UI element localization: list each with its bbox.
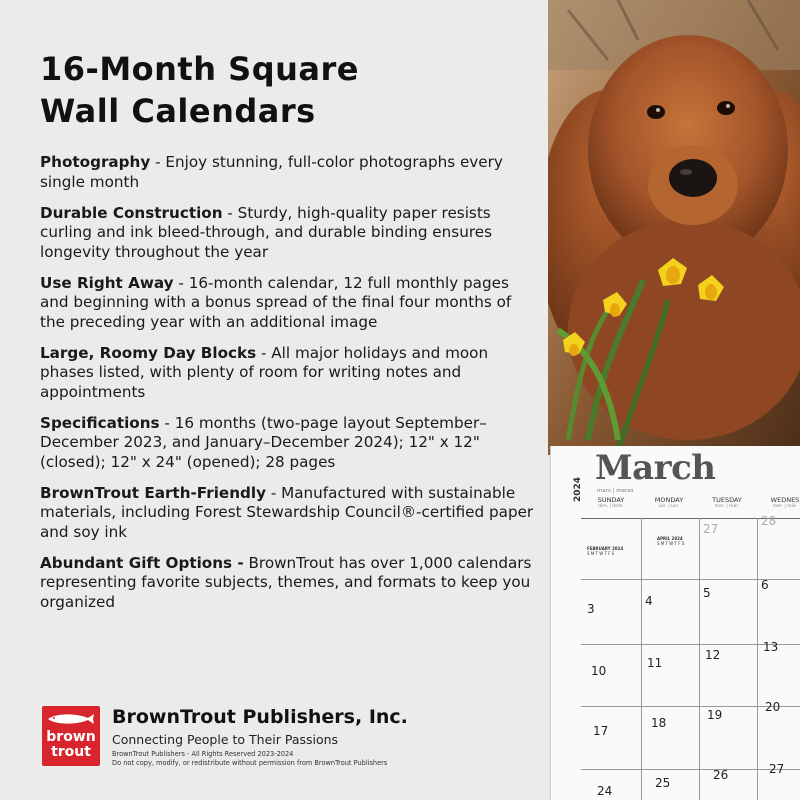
grid-vline (699, 518, 700, 800)
dayhead-sunday (583, 496, 639, 509)
dayhead-tuesday (699, 496, 755, 509)
mini-calendar-april (657, 536, 684, 546)
feature-text: - 16 months (two-page layout September–December 2023, and January–December 2024); 12" x 12" (closed); 12" x 24" (opened); 28 pages (40, 413, 487, 471)
feature-text: - All major holidays and moon phases listed, with plenty of room for writing notes and appointments (40, 343, 489, 401)
feature-specifications (40, 414, 540, 473)
feature-list (40, 153, 540, 624)
dachshund-photo (548, 0, 800, 455)
day-number: 19 (707, 708, 723, 722)
day-name: MONDAY (654, 496, 684, 504)
mini-title: FEBRUARY 2024 (587, 546, 624, 551)
copyright-notice (112, 750, 387, 768)
day-number-prev: 28 (761, 514, 777, 528)
feature-text: BrownTrout has over 1,000 calendars representing favorite subjects, themes, and formats to keep you organized (40, 553, 532, 611)
day-number: 24 (597, 784, 613, 798)
page-title (40, 48, 359, 132)
dayhead-monday (641, 496, 697, 509)
dayhead-wednesday (757, 496, 800, 509)
title-line-2: Wall Calendars (40, 92, 316, 130)
day-sub: lun. | lun. (658, 504, 680, 509)
feature-heading: Durable Construction (40, 203, 223, 222)
day-number: 6 (761, 578, 769, 592)
browntrout-logo (42, 706, 100, 766)
feature-heading: Abundant Gift Options - (40, 553, 244, 572)
day-name: SUNDAY (597, 496, 625, 504)
calendar-page-preview (550, 446, 800, 800)
feature-heading: Specifications (40, 413, 160, 432)
day-number: 27 (769, 762, 785, 776)
feature-text: - 16-month calendar, 12 full monthly pages and beginning with a bonus spread of the final four months of the preceding year with an additional image (40, 273, 512, 331)
feature-heading: Large, Roomy Day Blocks (40, 343, 257, 362)
feature-heading: Photography (40, 153, 151, 171)
calendar-month-subtitle: mars | marzo (597, 488, 634, 494)
feature-durable-construction (40, 204, 540, 263)
day-number: 5 (703, 586, 711, 600)
logo-text-trout: trout (51, 744, 91, 760)
feature-gift-options (40, 554, 540, 613)
feature-text: - Manufactured with sustainable materials, including Forest Stewardship Council®-certified paper and soy ink (40, 483, 534, 541)
day-number: 3 (587, 602, 595, 616)
rights-line: BrownTrout Publishers - All Rights Reserved 2023-2024 (112, 750, 294, 758)
mini-dow: S M T W T F S (587, 551, 615, 556)
grid-vline (641, 518, 642, 800)
day-number: 13 (763, 640, 779, 654)
day-name: WEDNES (770, 496, 800, 504)
day-name: TUESDAY (712, 496, 742, 504)
mini-calendar-february (587, 546, 623, 556)
feature-text: - Enjoy stunning, full-color photographs every single month (40, 153, 503, 191)
day-sub: mer. | mié. (772, 504, 798, 509)
dog-with-daffodils-image (548, 0, 800, 455)
day-number: 12 (705, 648, 721, 662)
notice-line: Do not copy, modify, or redistribute without permission from BrownTrout Publishers (112, 759, 388, 767)
feature-day-blocks (40, 344, 540, 403)
day-number: 10 (591, 664, 607, 678)
day-number-prev: 27 (703, 522, 719, 536)
day-number: 26 (713, 768, 729, 782)
feature-earth-friendly (40, 484, 540, 543)
trout-icon (46, 712, 96, 726)
publisher-tagline: Connecting People to Their Passions (112, 732, 339, 747)
mini-title: APRIL 2024 (657, 536, 683, 541)
day-number: 17 (593, 724, 609, 738)
publisher-footer (42, 706, 542, 776)
feature-heading: BrownTrout Earth-Friendly (40, 483, 266, 502)
day-sub: mar. | mar. (714, 504, 740, 509)
feature-heading: Use Right Away (40, 273, 174, 292)
day-sub: dim. | dom. (598, 504, 624, 509)
day-number: 4 (645, 594, 653, 608)
day-number: 11 (647, 656, 663, 670)
feature-text: - Sturdy, high-quality paper resists curling and ink bleed-through, and durable binding ensures longevity throughout the year (40, 203, 492, 261)
day-number: 18 (651, 716, 667, 730)
day-number: 20 (765, 700, 781, 714)
calendar-year: 2024 (573, 476, 583, 502)
calendar-month-title: March (595, 448, 716, 488)
mini-dow: S M T W T F S (657, 541, 685, 546)
title-line-1: 16-Month Square (40, 50, 359, 88)
grid-vline (757, 518, 758, 800)
day-number: 25 (655, 776, 671, 790)
feature-use-right-away (40, 274, 540, 333)
grid-line (581, 769, 800, 770)
publisher-name: BrownTrout Publishers, Inc. (112, 706, 408, 728)
logo-text-brown: brown (46, 729, 96, 745)
feature-photography (40, 153, 540, 192)
